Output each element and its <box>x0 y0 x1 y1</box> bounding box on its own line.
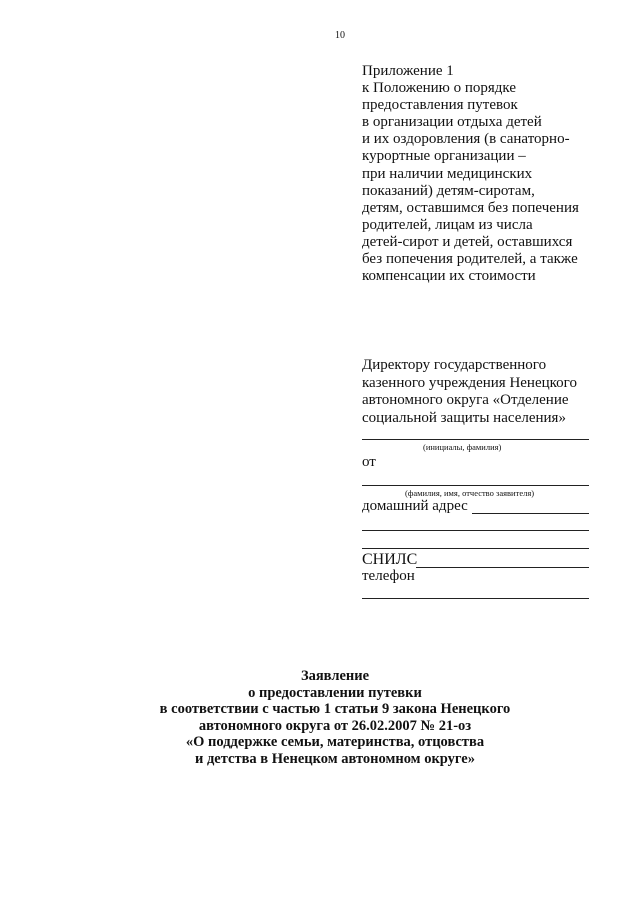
annex-line: показаний) детям-сиротам, <box>362 182 535 199</box>
title-line: автономного округа от 26.02.2007 № 21-оз <box>198 717 472 734</box>
applicant-hint: (фамилия, имя, отчество заявителя) <box>405 488 535 498</box>
address-field-line[interactable] <box>472 513 589 514</box>
address-field-line-2[interactable] <box>362 530 589 531</box>
applicant-field-line[interactable] <box>362 485 589 486</box>
snils-label: СНИЛС <box>362 551 418 568</box>
title-line: в соответствии с частью 1 статьи 9 закона Ненецкого <box>159 701 511 718</box>
from-label: от <box>362 454 376 470</box>
annex-line: при наличии медицинских <box>362 165 533 182</box>
annex-line: компенсации их стоимости <box>362 268 536 285</box>
phone-field-line[interactable] <box>362 598 589 599</box>
title-line: о предоставлении путевки <box>248 684 422 701</box>
annex-line: родителей, лицам из числа <box>362 216 533 233</box>
annex-heading <box>362 63 632 285</box>
annex-line: детей-сирот и детей, оставшихся <box>362 233 573 250</box>
addressee-line: автономного округа «Отделение <box>362 392 569 408</box>
annex-line: курортные организации – <box>362 148 526 165</box>
annex-line: предоставления путевок <box>362 97 518 114</box>
title-line: и детства в Ненецком автономном округе» <box>194 750 475 767</box>
addressee-line: Директору государственного <box>362 357 547 373</box>
addressee-block <box>362 357 632 427</box>
phone-label: телефон <box>362 568 415 584</box>
annex-line: без попечения родителей, а также <box>362 251 578 268</box>
annex-line: и их оздоровления (в санаторно- <box>362 131 570 148</box>
title-line: Заявление <box>300 668 370 684</box>
annex-line: в организации отдыха детей <box>362 114 542 131</box>
title-line: «О поддержке семьи, материнства, отцовства <box>185 734 485 751</box>
annex-line: детям, оставшимся без попечения <box>362 199 579 216</box>
initials-field-line[interactable] <box>362 439 589 440</box>
address-label: домашний адрес <box>362 498 468 514</box>
page-number: 10 <box>335 30 345 41</box>
snils-field-line[interactable] <box>416 567 589 568</box>
addressee-line: казенного учреждения Ненецкого <box>362 374 577 391</box>
address-field-line-3[interactable] <box>362 548 589 549</box>
annex-line: Приложение 1 <box>362 63 454 79</box>
addressee-line: социальной защиты населения» <box>362 409 566 426</box>
initials-hint: (инициалы, фамилия) <box>423 442 502 452</box>
annex-line: к Положению о порядке <box>362 80 516 97</box>
document-title <box>100 668 570 768</box>
